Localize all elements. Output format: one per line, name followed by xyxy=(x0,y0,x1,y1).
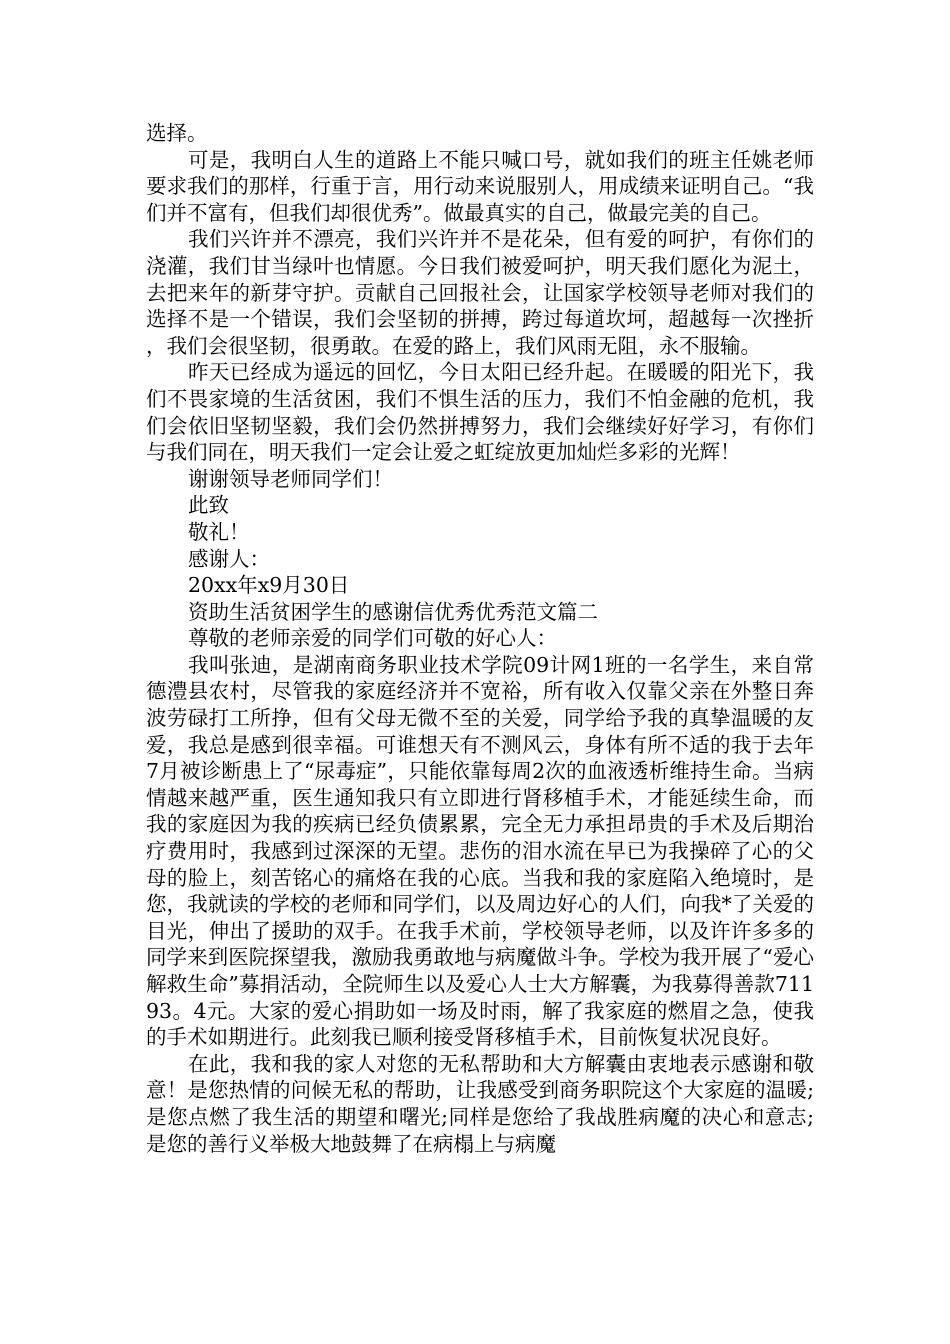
paragraph: 在此，我和我的家人对您的无私帮助和大方解囊由衷地表示感谢和敬意！是您热情的问候无私的帮助，让我感受到商务职院这个大家庭的温暖;是您点燃了我生活的期望和曙光;同样是您给了我战胜病魔的决心和意志;是您的善行义举极大地鼓舞了在病榻上与病魔 xyxy=(146,1051,814,1156)
salutation: 尊敬的老师亲爱的同学们可敬的好心人： xyxy=(188,626,557,651)
closing-line: 此致 xyxy=(188,493,229,518)
document-body xyxy=(146,120,814,1157)
signature-label: 感谢人： xyxy=(188,546,270,571)
thanks-line: 谢谢领导老师同学们！ xyxy=(188,466,393,491)
salute-line: 敬礼！ xyxy=(188,519,250,544)
paragraph: 选择。 xyxy=(146,121,208,145)
paragraph: 可是，我明白人生的道路上不能只喊口号，就如我们的班主任姚老师要求我们的那样，行重于言，用行动来说服别人，用成绩来证明自己。“我们并不富有，但我们却很优秀”。做最真实的自己，做最完美的自己。 xyxy=(146,147,814,225)
paragraph: 昨天已经成为遥远的回忆，今日太阳已经升起。在暖暖的阳光下，我们不畏家境的生活贫困，我们不惧生活的压力，我们不怕金融的危机，我们会依旧坚韧坚毅，我们会仍然拼搏努力，我们会继续好好学习，有你们与我们同在，明天我们一定会让爱之虹绽放更加灿烂多彩的光辉！ xyxy=(146,360,814,465)
section-title: 资助生活贫困学生的感谢信优秀优秀范文篇二 xyxy=(188,599,598,624)
paragraph: 我们兴许并不漂亮，我们兴许并不是花朵，但有爱的呵护，有你们的浇灌，我们甘当绿叶也情愿。今日我们被爱呵护，明天我们愿化为泥土，去把来年的新芽守护。贡献自己回报社会，让国家学校领导老师对我们的选择不是一个错误，我们会坚韧的拼搏，跨过每道坎坷，超越每一次挫折，我们会很坚韧，很勇敢。在爱的路上，我们风雨无阻，永不服输。 xyxy=(146,227,814,358)
date-line: 20xx年x9月30日 xyxy=(188,573,350,598)
paragraph: 我叫张迪，是湖南商务职业技术学院09计网1班的一名学生，来自常德澧县农村，尽管我的家庭经济并不宽裕，所有收入仅靠父亲在外整日奔波劳碌打工所挣，但有父母无微不至的关爱，同学给予我的真挚温暖的友爱，我总是感到很幸福。可谁想天有不测风云，身体有所不适的我于去年7月被诊断患上了“尿毒症”，只能依靠每周2次的血液透析维持生命。当病情越来越严重，医生通知我只有立即进行肾移植手术，才能延续生命，而我的家庭因为我的疾病已经负债累累，完全无力承担昂贵的手术及后期治疗费用时，我感到过深深的无望。悲伤的泪水流在早已为我操碎了心的父母的脸上，刻苦铭心的痛烙在我的心底。当我和我的家庭陷入绝境时，是您，我就读的学校的老师和同学们，以及周边好心的人们，向我*了关爱的目光，伸出了援助的双手。在我手术前，学校领导老师，以及许许多多的同学来到医院探望我，激励我勇敢地与病魔做斗争。学校为我开展了“爱心解救生命”募捐活动，全院师生以及爱心人士大方解囊，为我募得善款71193。4元。大家的爱心捐助如一场及时雨，解了我家庭的燃眉之急，使我的手术如期进行。此刻我已顺利接受肾移植手术，目前恢复状况良好。 xyxy=(146,652,814,1050)
